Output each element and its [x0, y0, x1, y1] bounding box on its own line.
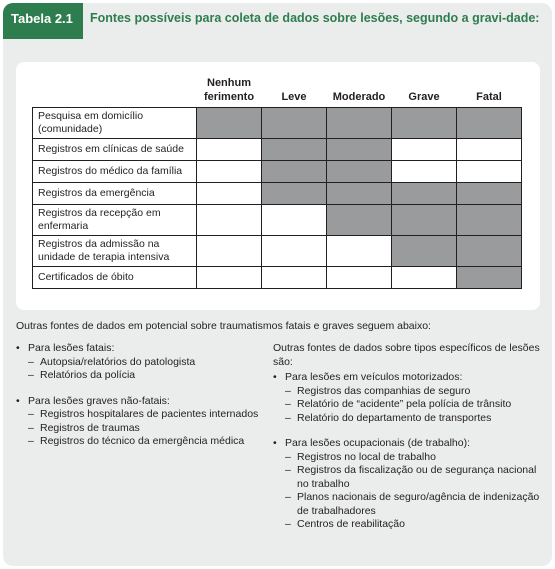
bullet-heading	[273, 437, 541, 451]
list-item-text: Relatórios da polícia	[40, 369, 136, 381]
shaded-cell	[327, 108, 392, 139]
bullet-icon: •	[273, 437, 277, 449]
shaded-cell	[262, 183, 327, 205]
table-title: Fontes possíveis para coleta de dados sobre lesões, segundo a gravi-dade:	[90, 11, 540, 25]
table-row	[33, 267, 522, 289]
empty-cell	[197, 236, 262, 267]
list-item	[273, 464, 541, 491]
list-item-text: Registros da fiscalização ou de segurança nacional no trabalho	[297, 464, 537, 490]
column-header: Leve	[281, 91, 307, 103]
list-item-text: Registros do técnico da emergência médica	[40, 435, 245, 447]
shaded-cell	[457, 183, 522, 205]
table-row	[33, 183, 522, 205]
empty-cell	[327, 267, 392, 289]
empty-cell	[262, 267, 327, 289]
dash-icon: –	[285, 398, 291, 410]
list-item-text: Relatório do departamento de transportes	[297, 411, 492, 424]
table-row	[33, 108, 522, 139]
bullet-text: Para lesões fatais:	[28, 342, 115, 354]
list-item-text: Relatório de “acidente” pela polícia de trânsito	[297, 398, 512, 410]
column-header: Moderado	[332, 91, 386, 103]
empty-cell	[197, 139, 262, 161]
list-item	[273, 412, 541, 426]
row-label: Registros da admissão na unidade de terapia intensiva	[33, 236, 197, 267]
shaded-cell	[392, 205, 457, 236]
empty-cell	[327, 236, 392, 267]
source-group	[273, 437, 541, 532]
empty-cell	[197, 183, 262, 205]
list-item	[273, 385, 541, 399]
empty-cell	[197, 205, 262, 236]
source-group	[273, 371, 541, 425]
bullet-text: Para lesões em veículos motorizados:	[285, 371, 463, 383]
list-item-text: Autopsia/relatórios do patologista	[40, 355, 196, 368]
table-row	[33, 236, 522, 267]
bullet-text: Para lesões ocupacionais (de trabalho):	[285, 437, 471, 449]
dash-icon: –	[28, 408, 34, 420]
row-label: Certificados de óbito	[33, 267, 197, 289]
dash-icon: –	[285, 450, 291, 463]
table-row	[33, 161, 522, 183]
shaded-cell	[327, 161, 392, 183]
source-group	[16, 395, 271, 449]
dash-icon: –	[28, 421, 34, 434]
severity-table	[32, 76, 522, 289]
table-tag: Tabela 2.1	[3, 3, 83, 39]
dash-icon: –	[285, 464, 291, 476]
bullet-icon: •	[273, 371, 277, 383]
column-header: Fatal	[476, 91, 502, 103]
empty-cell	[457, 139, 522, 161]
empty-cell	[457, 161, 522, 183]
empty-cell	[197, 267, 262, 289]
bullet-icon: •	[16, 394, 20, 407]
list-item	[16, 369, 271, 383]
shaded-cell	[392, 236, 457, 267]
bullet-heading	[16, 342, 271, 356]
list-item	[273, 518, 541, 532]
severity-panel	[16, 62, 540, 310]
dash-icon: –	[285, 491, 291, 503]
list-item-text: Centros de reabilitação	[297, 518, 405, 530]
bullet-heading	[16, 395, 271, 409]
dash-icon: –	[28, 355, 34, 368]
list-item	[16, 422, 271, 436]
dash-icon: –	[28, 369, 34, 381]
shaded-cell	[457, 205, 522, 236]
empty-cell	[392, 139, 457, 161]
table-header-row	[33, 76, 522, 108]
list-item-text: Planos nacionais de seguro/agência de indenização de trabalhadores	[297, 491, 540, 517]
column-header: Grave	[408, 91, 440, 103]
other-sources	[16, 320, 541, 530]
table-row	[33, 205, 522, 236]
list-item-text: Registros das companhias de seguro	[297, 384, 471, 397]
sources-intro: Outras fontes de dados em potencial sobre traumatismos fatais e graves seguem abaixo:	[16, 320, 431, 332]
list-item	[273, 491, 541, 518]
shaded-cell	[457, 267, 522, 289]
empty-cell	[392, 161, 457, 183]
dash-icon: –	[285, 384, 291, 397]
row-label: Registros da emergência	[33, 183, 197, 205]
row-label: Registros do médico da família	[33, 161, 197, 183]
list-item	[16, 435, 271, 449]
dash-icon: –	[285, 518, 291, 530]
sources-left-column	[16, 342, 271, 461]
shaded-cell	[457, 108, 522, 139]
list-item-text: Registros no local de trabalho	[297, 450, 436, 463]
source-group	[16, 342, 271, 383]
shaded-cell	[327, 139, 392, 161]
shaded-cell	[392, 108, 457, 139]
list-item	[273, 451, 541, 465]
list-item-text: Registros de traumas	[40, 421, 140, 434]
list-item	[16, 408, 271, 422]
empty-cell	[392, 267, 457, 289]
sources-right-column	[273, 342, 541, 544]
shaded-cell	[197, 108, 262, 139]
shaded-cell	[262, 108, 327, 139]
shaded-cell	[262, 161, 327, 183]
shaded-cell	[327, 183, 392, 205]
dash-icon: –	[285, 411, 291, 424]
shaded-cell	[327, 205, 392, 236]
list-item	[273, 398, 541, 412]
list-item	[16, 356, 271, 370]
row-label: Pesquisa em domicílio (comunidade)	[33, 108, 197, 139]
shaded-cell	[457, 236, 522, 267]
sources-right-intro: Outras fontes de dados sobre tipos específicos de lesões são:	[273, 342, 540, 368]
table-row	[33, 139, 522, 161]
empty-cell	[262, 205, 327, 236]
bullet-text: Para lesões graves não-fatais:	[28, 394, 170, 407]
shaded-cell	[392, 183, 457, 205]
shaded-cell	[262, 139, 327, 161]
empty-cell	[262, 236, 327, 267]
row-label: Registros em clínicas de saúde	[33, 139, 197, 161]
row-label: Registros da recepção em enfermaria	[33, 205, 197, 236]
empty-cell	[197, 161, 262, 183]
list-item-text: Registros hospitalares de pacientes internados	[40, 408, 259, 420]
bullet-heading	[273, 371, 541, 385]
dash-icon: –	[28, 435, 34, 447]
bullet-icon: •	[16, 342, 20, 354]
column-header: Nenhum ferimento	[203, 77, 255, 103]
